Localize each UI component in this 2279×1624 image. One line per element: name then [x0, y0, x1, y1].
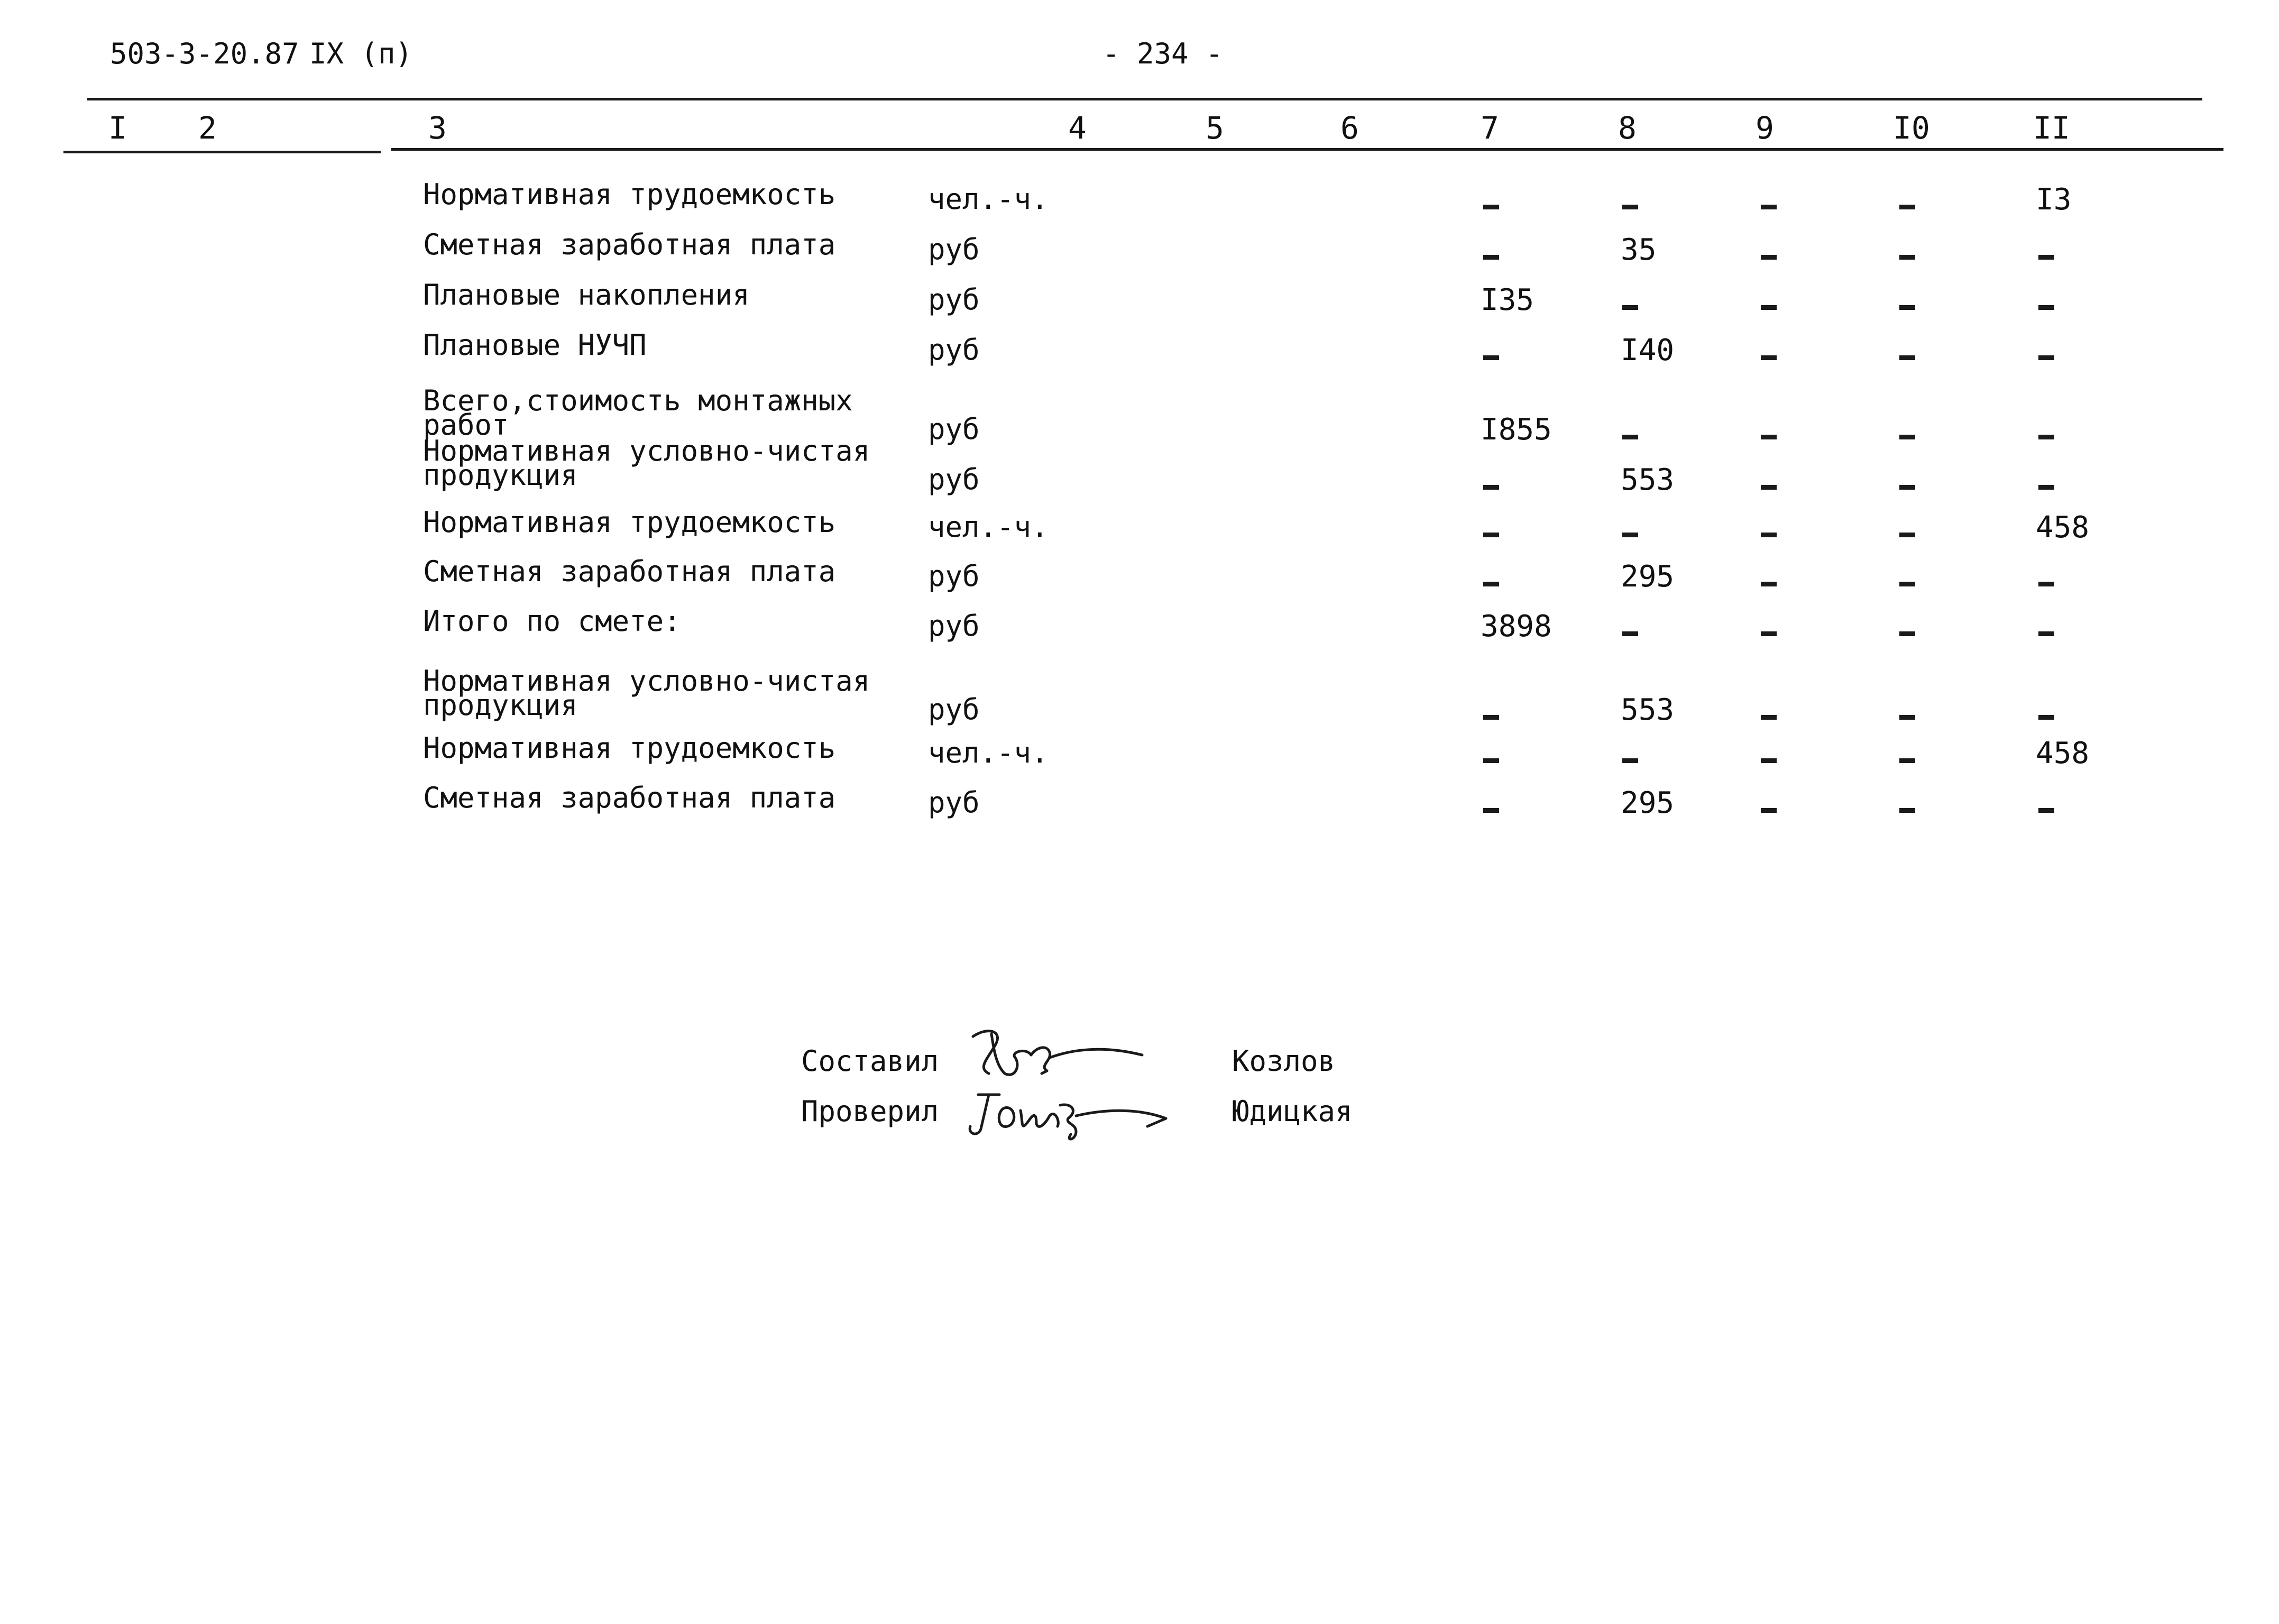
row-label-line1: Нормативная условно-чистая	[423, 664, 870, 698]
row-label-text: Сметная заработная плата	[423, 781, 836, 814]
row-label-line1: Всего,стоимость монтажных	[423, 384, 853, 417]
column-header-5: 5	[1206, 110, 1224, 146]
row-unit: чел.-ч.	[928, 510, 1049, 544]
row-label-text: Сметная заработная плата	[423, 555, 836, 588]
empty-value-dash	[2038, 355, 2054, 360]
row-unit: руб	[928, 333, 980, 366]
cell-value-c11: I3	[2036, 182, 2072, 217]
cell-value-c8: 553	[1621, 463, 1675, 497]
row-label	[423, 604, 681, 638]
section-code: IX (п)	[309, 37, 413, 70]
row-unit: руб	[928, 609, 980, 643]
row-label-line1: Нормативная условно-чистая	[423, 434, 870, 467]
empty-value-dash	[1483, 715, 1499, 720]
row-label-text: Сметная заработная плата	[423, 228, 836, 261]
empty-value-dash	[1761, 435, 1777, 439]
handwritten-signatures	[957, 1015, 1179, 1142]
row-unit: руб	[928, 283, 980, 316]
table-header-rule-left	[63, 151, 381, 153]
empty-value-dash	[2038, 485, 2054, 490]
row-label-text: Плановые накопления	[423, 278, 750, 311]
row-unit: руб	[928, 786, 980, 819]
row-label-text: Итого по смете:	[423, 604, 681, 638]
row-label-line2: продукция	[423, 458, 578, 492]
page-number: - 234 -	[1102, 37, 1223, 70]
row-unit: руб	[928, 463, 980, 496]
row-label-text: Плановые НУЧП	[423, 328, 647, 362]
empty-value-dash	[1483, 582, 1499, 586]
row-unit: руб	[928, 559, 980, 593]
empty-value-dash	[2038, 255, 2054, 260]
empty-value-dash	[1899, 533, 1915, 537]
row-label	[423, 506, 836, 539]
row-label-text: Нормативная трудоемкость	[423, 506, 836, 539]
cell-value-c8: 35	[1621, 233, 1657, 267]
empty-value-dash	[1761, 533, 1777, 537]
column-header-4: 4	[1068, 110, 1087, 146]
empty-value-dash	[1899, 305, 1915, 310]
column-header-1: I	[108, 110, 127, 146]
empty-value-dash	[1483, 205, 1499, 209]
cell-value-c11: 458	[2036, 510, 2090, 545]
row-label-text: Нормативная трудоемкость	[423, 178, 836, 211]
empty-value-dash	[1483, 255, 1499, 260]
row-label	[423, 555, 836, 588]
empty-value-dash	[1483, 485, 1499, 490]
empty-value-dash	[1899, 808, 1915, 813]
empty-value-dash	[1899, 758, 1915, 763]
empty-value-dash	[2038, 305, 2054, 310]
row-label	[423, 664, 870, 722]
empty-value-dash	[1761, 758, 1777, 763]
empty-value-dash	[1483, 758, 1499, 763]
row-unit: руб	[928, 693, 980, 726]
empty-value-dash	[1761, 808, 1777, 813]
empty-value-dash	[1761, 355, 1777, 360]
empty-value-dash	[1483, 355, 1499, 360]
empty-value-dash	[2038, 435, 2054, 439]
compiled-by-label: Составил	[801, 1044, 939, 1078]
cell-value-c7: I855	[1481, 412, 1552, 447]
empty-value-dash	[1761, 205, 1777, 209]
column-header-6: 6	[1340, 110, 1359, 146]
empty-value-dash	[1899, 582, 1915, 586]
empty-value-dash	[1761, 255, 1777, 260]
empty-value-dash	[2038, 808, 2054, 813]
empty-value-dash	[1899, 435, 1915, 439]
cell-value-c7: 3898	[1481, 609, 1552, 644]
empty-value-dash	[1761, 305, 1777, 310]
row-label	[423, 781, 836, 814]
row-label-text: Нормативная трудоемкость	[423, 731, 836, 765]
cell-value-c8: 295	[1621, 559, 1675, 594]
cell-value-c7: I35	[1481, 283, 1534, 317]
column-header-7: 7	[1481, 110, 1499, 146]
row-unit: руб	[928, 233, 980, 266]
checked-by-label: Проверил	[801, 1095, 939, 1128]
empty-value-dash	[1899, 205, 1915, 209]
empty-value-dash	[1899, 715, 1915, 720]
empty-value-dash	[1761, 715, 1777, 720]
table-header-rule-right	[391, 148, 2223, 151]
table-top-rule	[87, 98, 2202, 100]
row-unit: руб	[928, 412, 980, 446]
column-header-2: 2	[198, 110, 217, 146]
column-header-11: II	[2033, 110, 2070, 146]
empty-value-dash	[1899, 631, 1915, 636]
empty-value-dash	[1899, 355, 1915, 360]
row-label	[423, 731, 836, 765]
empty-value-dash	[1622, 631, 1638, 636]
empty-value-dash	[1622, 533, 1638, 537]
row-label-line2: работ	[423, 408, 509, 442]
cell-value-c8: I40	[1621, 333, 1675, 368]
empty-value-dash	[1622, 305, 1638, 310]
empty-value-dash	[1761, 485, 1777, 490]
cell-value-c11: 458	[2036, 736, 2090, 770]
row-label-line2: продукция	[423, 689, 578, 722]
empty-value-dash	[1622, 435, 1638, 439]
empty-value-dash	[1761, 631, 1777, 636]
empty-value-dash	[2038, 631, 2054, 636]
empty-value-dash	[1483, 808, 1499, 813]
row-unit: чел.-ч.	[928, 736, 1049, 769]
empty-value-dash	[2038, 582, 2054, 586]
checked-by-name: Юдицкая	[1232, 1095, 1353, 1128]
empty-value-dash	[1483, 533, 1499, 537]
compiled-by-name: Козлов	[1232, 1044, 1336, 1078]
empty-value-dash	[1899, 255, 1915, 260]
empty-value-dash	[2038, 715, 2054, 720]
cell-value-c8: 553	[1621, 693, 1675, 727]
empty-value-dash	[1899, 485, 1915, 490]
row-unit: чел.-ч.	[928, 182, 1049, 216]
empty-value-dash	[1761, 582, 1777, 586]
row-label	[423, 278, 750, 311]
row-label	[423, 384, 853, 442]
row-label	[423, 434, 870, 492]
document-code: 503-3-20.87	[110, 37, 299, 70]
column-header-9: 9	[1756, 110, 1774, 146]
cell-value-c8: 295	[1621, 786, 1675, 820]
empty-value-dash	[1622, 205, 1638, 209]
column-header-8: 8	[1618, 110, 1637, 146]
column-header-3: 3	[428, 110, 447, 146]
row-label	[423, 178, 836, 211]
row-label	[423, 328, 647, 362]
column-header-10: I0	[1893, 110, 1930, 146]
row-label	[423, 228, 836, 261]
empty-value-dash	[1622, 758, 1638, 763]
